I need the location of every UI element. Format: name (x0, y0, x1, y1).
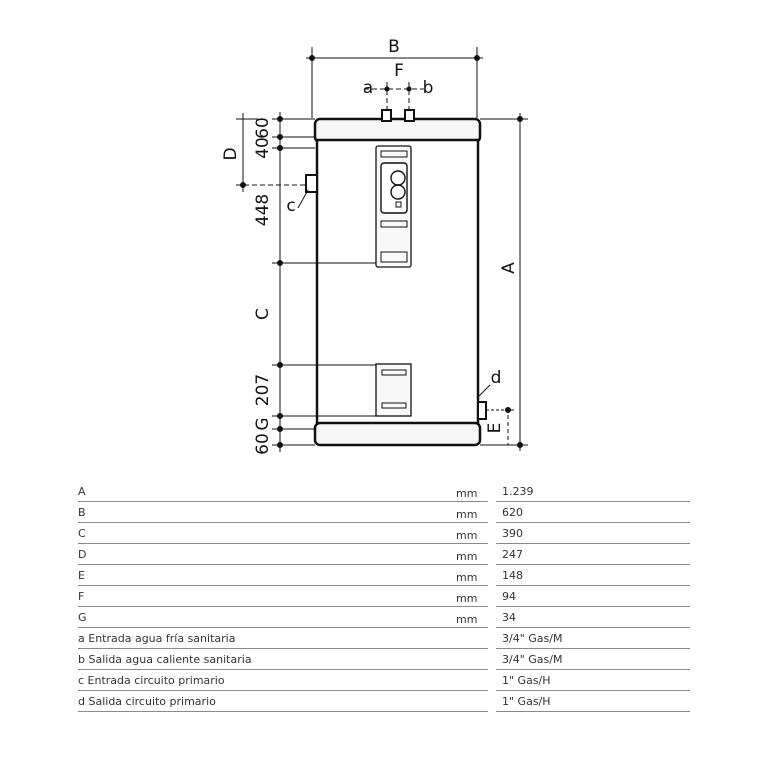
row-value: 390 (502, 527, 523, 540)
row-label: B (78, 506, 86, 519)
label-60-bottom: 60 (253, 433, 273, 455)
label-g-dimension: G (253, 417, 273, 431)
label-d-dimension: D (221, 147, 241, 161)
row-value: 620 (502, 506, 523, 519)
row-value: 34 (502, 611, 516, 624)
label-c-connection: c (286, 196, 296, 216)
row-value: 148 (502, 569, 523, 582)
label-60-top: 60 (253, 117, 273, 139)
row-unit: mm (456, 613, 478, 626)
label-40: 40 (253, 137, 273, 159)
row-divider (78, 711, 488, 712)
table-row (78, 691, 690, 712)
connection-d (478, 402, 486, 419)
row-label: c Entrada circuito primario (78, 674, 225, 687)
row-label: b Salida agua caliente sanitaria (78, 653, 252, 666)
row-label: d Salida circuito primario (78, 695, 216, 708)
label-f-dimension: F (394, 61, 404, 81)
table-row (78, 628, 690, 649)
row-label: a Entrada agua fría sanitaria (78, 632, 236, 645)
table-row (78, 565, 690, 586)
dimensions-table (78, 481, 690, 712)
label-e-dimension: E (485, 422, 505, 434)
control-panel (376, 146, 411, 267)
row-value: 94 (502, 590, 516, 603)
row-value: 3/4" Gas/M (502, 632, 563, 645)
connection-c (306, 175, 317, 192)
row-value: 3/4" Gas/M (502, 653, 563, 666)
row-label: A (78, 485, 86, 498)
table-row (78, 649, 690, 670)
row-unit: mm (456, 592, 478, 605)
table-row (78, 544, 690, 565)
row-unit: mm (456, 487, 478, 500)
table-row (78, 523, 690, 544)
row-unit: mm (456, 571, 478, 584)
table-row (78, 481, 690, 502)
label-a-connection: a (362, 78, 374, 98)
row-unit: mm (456, 508, 478, 521)
label-a-dimension: A (499, 262, 519, 274)
label-448: 448 (253, 193, 273, 227)
table-row (78, 502, 690, 523)
label-b-dimension: B (388, 37, 400, 57)
row-label: G (78, 611, 87, 624)
row-label: D (78, 548, 87, 561)
row-unit: mm (456, 529, 478, 542)
label-d-connection: d (490, 368, 502, 388)
lower-panel (376, 364, 411, 416)
label-c-dimension: C (253, 308, 273, 320)
row-divider (496, 711, 690, 712)
row-value: 1" Gas/H (502, 674, 551, 687)
table-row (78, 607, 690, 628)
row-label: E (78, 569, 85, 582)
label-207: 207 (253, 373, 273, 407)
dimension-a (478, 113, 528, 451)
label-b-connection: b (422, 78, 434, 98)
dimension-b (306, 47, 483, 118)
row-value: 1.239 (502, 485, 534, 498)
table-row (78, 670, 690, 691)
row-label: C (78, 527, 86, 540)
table-row (78, 586, 690, 607)
row-value: 1" Gas/H (502, 695, 551, 708)
row-value: 247 (502, 548, 523, 561)
row-label: F (78, 590, 85, 603)
row-unit: mm (456, 550, 478, 563)
